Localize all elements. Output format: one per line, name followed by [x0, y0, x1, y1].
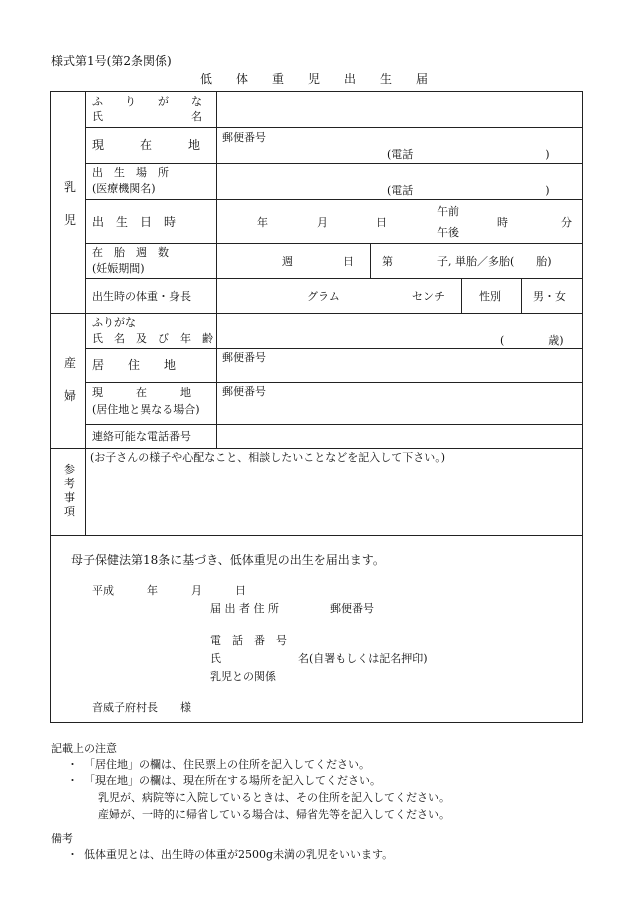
infant-furigana-label: ふ り が な: [92, 95, 202, 108]
infant-address-label: 現 在 地: [92, 138, 201, 152]
remarks-note: (お子さんの様子や心配なこと、相談したいことなどを記入して下さい。): [90, 451, 446, 464]
remarks-label-4: 項: [64, 505, 75, 518]
residence-label: 居 住 地: [92, 358, 177, 372]
mother-age-unit: ( 歳): [500, 334, 564, 347]
sex-value: 男・女: [533, 290, 566, 303]
declaration-statement: 母子保健法第18条に基づき、低体重児の出生を届出ます。: [71, 553, 385, 567]
note-item-2: 「現在地」の欄は、現在所在する場所を記入してください。: [84, 774, 381, 787]
form-title: 低 体 重 児 出 生 届: [200, 72, 429, 86]
bullet-dot: ・: [67, 758, 78, 771]
current-location-label: 現 在 地: [92, 386, 191, 399]
contact-phone-label: 連絡可能な電話番号: [92, 430, 191, 443]
infant-phone-label: (電話 ): [387, 148, 550, 161]
birthplace-label: 出 生 場 所: [92, 166, 169, 179]
form-number: 様式第1号(第2条関係): [51, 54, 172, 68]
gestation-week-unit: 週: [282, 255, 293, 268]
birthplace-phone-label: (電話 ): [387, 184, 550, 197]
mother-section-label-2: 婦: [64, 389, 77, 403]
mother-furigana-label: ふりがな: [92, 316, 136, 329]
current-location-sub-label: (居住地と異なる場合): [92, 403, 200, 416]
cm-unit: センチ: [412, 290, 445, 303]
remarks-label-1: 参: [64, 463, 75, 476]
pm-label: 午後: [437, 226, 459, 239]
note-sub-item-2: 産婦が、一時的に帰省している場合は、帰省先等を記入してください。: [98, 808, 450, 821]
remarks-label-3: 事: [64, 491, 75, 504]
birthplace-sub-label: (医療機関名): [92, 182, 156, 195]
residence-postal-label: 郵便番号: [222, 351, 266, 364]
mother-section-label-1: 産: [64, 356, 77, 370]
note-sub-item-1: 乳児が、病院等に入院しているときは、その住所を記入してください。: [98, 791, 450, 804]
bikou-heading: 備考: [51, 832, 73, 845]
birth-day-unit: 日: [376, 216, 387, 229]
mother-name-age-label: 氏 名 及 び 年 齢: [92, 332, 213, 345]
bullet-dot: ・: [67, 848, 78, 861]
bikou-item: 低体重児とは、出生時の体重が2500g未満の乳児をいいます。: [84, 848, 394, 861]
reporter-address-label: 届 出 者 住 所: [210, 602, 279, 615]
addressee: 音威子府村長 様: [92, 701, 191, 714]
gram-unit: グラム: [307, 290, 340, 303]
bullet-dot: ・: [67, 774, 78, 787]
weight-label: 出生時の体重・身長: [92, 290, 191, 303]
gestation-sub-label: (妊娠期間): [92, 262, 145, 275]
reporter-name-label: 氏 名(自署もしくは記名押印): [210, 652, 428, 665]
note-item-1: 「居住地」の欄は、住民票上の住所を記入してください。: [84, 758, 370, 771]
am-label: 午前: [437, 205, 459, 218]
infant-section-label-2: 児: [64, 213, 77, 227]
birthtime-label: 出 生 日 時: [92, 215, 177, 229]
gestation-label: 在 胎 週 数: [92, 246, 169, 259]
birth-minute-unit: 分: [561, 216, 572, 229]
current-postal-label: 郵便番号: [222, 385, 266, 398]
notes-heading: 記載上の注意: [51, 742, 117, 755]
infant-postal-label: 郵便番号: [222, 131, 266, 144]
infant-section-label-1: 乳: [64, 180, 77, 194]
birth-year-unit: 年: [257, 216, 268, 229]
declaration-date: 平成 年 月 日: [92, 584, 246, 597]
birth-order-label: 第 子, 単胎／多胎( 胎): [382, 255, 552, 268]
remarks-label-2: 考: [64, 477, 75, 490]
birth-month-unit: 月: [317, 216, 328, 229]
infant-name-label: 氏 名: [92, 110, 202, 123]
birth-hour-unit: 時: [497, 216, 508, 229]
sex-label: 性別: [479, 290, 501, 303]
reporter-phone-label: 電 話 番 号: [210, 634, 287, 647]
reporter-postal-label: 郵便番号: [330, 602, 374, 615]
gestation-day-unit: 日: [343, 255, 354, 268]
relation-label: 乳児との関係: [210, 670, 276, 683]
